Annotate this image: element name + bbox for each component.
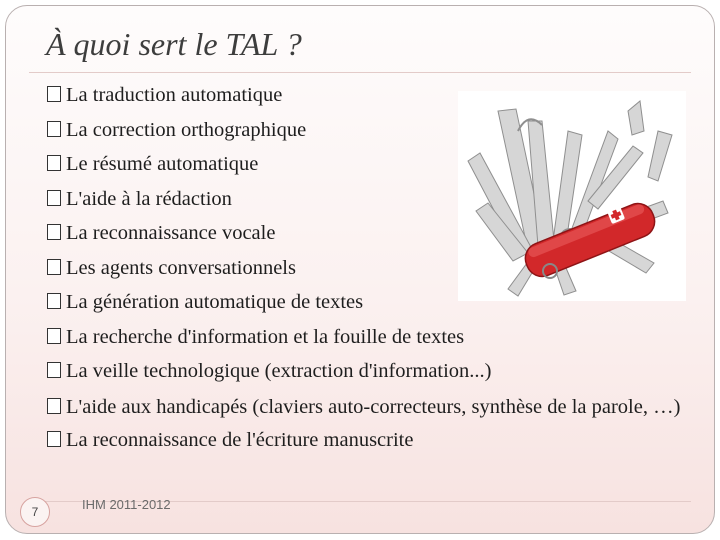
bullet-marker-icon xyxy=(47,155,61,171)
list-item: L'aide à la rédaction xyxy=(46,182,686,217)
bullet-marker-icon xyxy=(47,224,61,240)
list-item: La correction orthographique xyxy=(46,113,686,148)
list-item: La reconnaissance vocale xyxy=(46,216,686,251)
bullet-marker-icon xyxy=(47,190,61,206)
list-item: La recherche d'information et la fouille de textes xyxy=(46,320,686,355)
list-item: La traduction automatique xyxy=(46,78,686,113)
list-item: L'aide aux handicapés (claviers auto-correcteurs, synthèse de la parole, …) xyxy=(46,389,686,423)
list-item: Les agents conversationnels xyxy=(46,251,686,286)
bullet-marker-icon xyxy=(47,259,61,275)
slide xyxy=(5,5,715,534)
page-number: 7 xyxy=(31,505,39,519)
footer-text: IHM 2011-2012 xyxy=(82,497,171,512)
bullet-list xyxy=(46,78,686,457)
slide-title: À quoi sert le TAL ? xyxy=(46,26,302,62)
bullet-marker-icon xyxy=(47,431,61,447)
bullet-marker-icon xyxy=(47,398,61,414)
bullet-marker-icon xyxy=(47,121,61,137)
list-item: La génération automatique de textes xyxy=(46,285,686,320)
title-divider xyxy=(29,72,691,73)
list-item: La veille technologique (extraction d'information...) xyxy=(46,354,686,389)
bullet-marker-icon xyxy=(47,293,61,309)
bullet-marker-icon xyxy=(47,362,61,378)
bullet-marker-icon xyxy=(47,86,61,102)
list-item: La reconnaissance de l'écriture manuscrite xyxy=(46,423,686,458)
bullet-marker-icon xyxy=(47,328,61,344)
page-number-badge xyxy=(20,497,50,527)
list-item: Le résumé automatique xyxy=(46,147,686,182)
